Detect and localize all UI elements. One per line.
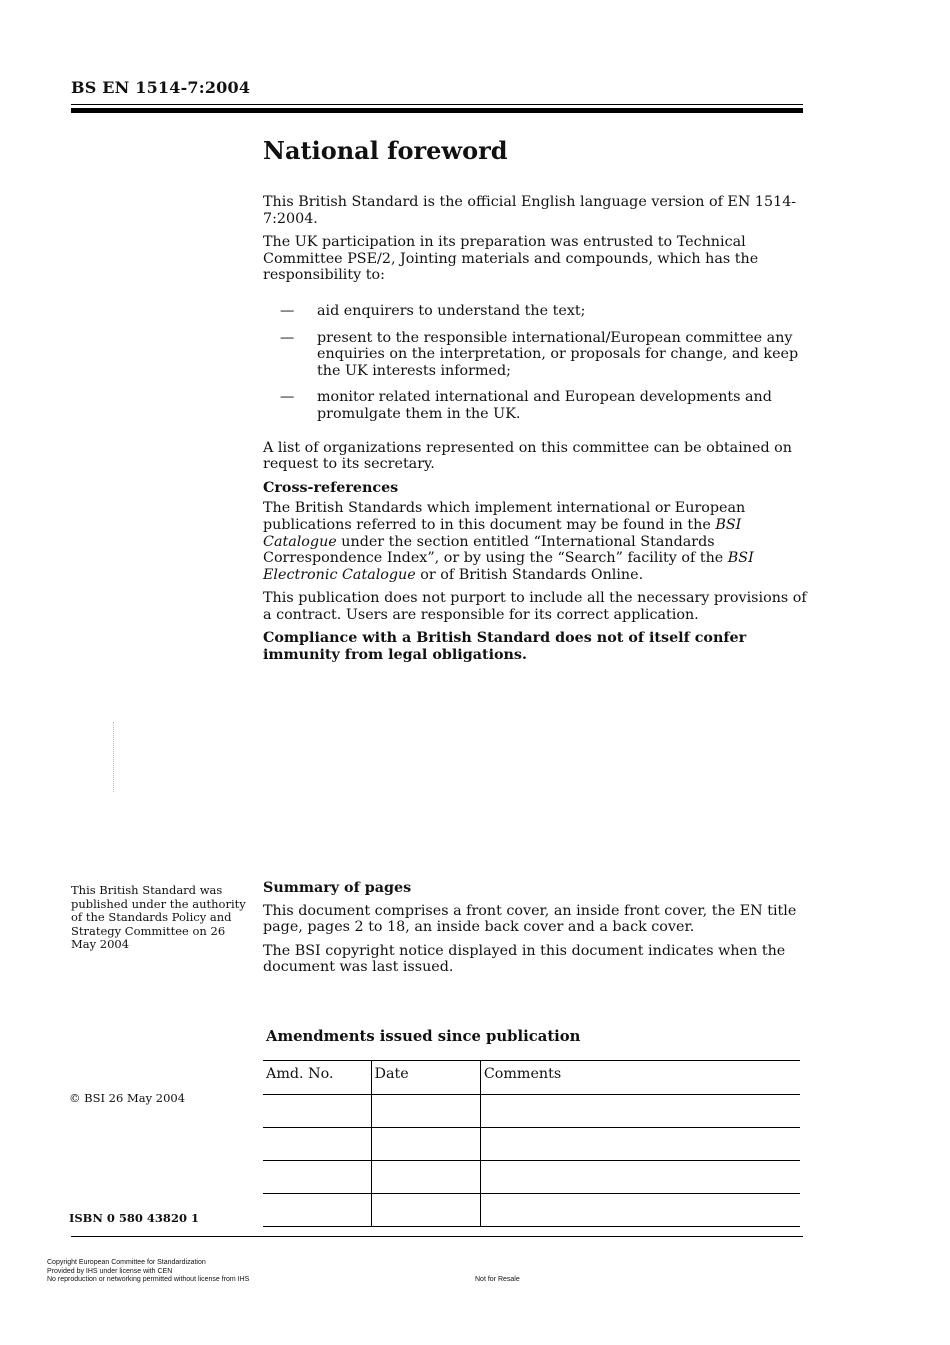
header-rule-thick [71, 108, 803, 113]
crossref-text-3: or of British Standards Online. [415, 566, 644, 583]
dash-marker: — [280, 302, 295, 319]
table-cell [480, 1095, 800, 1128]
list-item [263, 330, 808, 380]
list-item [263, 303, 808, 320]
footer-rule [71, 1236, 803, 1237]
table-cell [263, 1194, 371, 1227]
column-header-comments: Comments [480, 1061, 800, 1095]
table-cell [371, 1128, 480, 1161]
table-header-row [263, 1061, 800, 1095]
compliance-statement: Compliance with a British Standard does not of itself confer immunity from legal obligations. [263, 630, 747, 664]
margin-mark [113, 722, 114, 792]
table-cell [371, 1095, 480, 1128]
license-footer [47, 1259, 249, 1285]
table-cell [371, 1194, 480, 1227]
table-row [263, 1161, 800, 1194]
responsibility-list [263, 303, 808, 423]
column-header-date: Date [371, 1061, 480, 1095]
crossref-text-2: under the section entitled “International Standards Correspondence Index”, or by using the “Search” facility of the [263, 533, 728, 567]
header-rule-thin [71, 104, 803, 105]
page-title: National foreword [263, 136, 508, 165]
bsi-electronic-catalogue-title: BSI Electronic Catalogue [263, 550, 754, 583]
committee-paragraph: The UK participation in its preparation was entrusted to Technical Committee PSE/2, Jointing materials and compounds, which has the responsibility to: [263, 234, 759, 284]
foreword-body [263, 194, 808, 671]
publication-authority-note: This British Standard was published under the authority of the Standards Policy and Strategy Committee on 26 May 2004 [71, 883, 246, 951]
summary-heading: Summary of pages [263, 880, 412, 896]
copyright-date: © BSI 26 May 2004 [69, 1091, 186, 1105]
footer-line: Provided by IHS under license with CEN [47, 1267, 173, 1275]
not-for-resale-label: Not for Resale [475, 1276, 520, 1283]
table-cell [480, 1161, 800, 1194]
provisions-paragraph: This publication does not purport to include all the necessary provisions of a contract. Users are responsible for its correct application. [263, 590, 807, 623]
table-cell [263, 1128, 371, 1161]
dash-marker: — [280, 389, 295, 406]
list-item-text: monitor related international and European developments and promulgate them in the UK. [317, 389, 772, 422]
list-item-text: aid enquirers to understand the text; [317, 302, 586, 319]
table-row [263, 1194, 800, 1227]
amendments-title: Amendments issued since publication [266, 1028, 581, 1045]
table-cell [263, 1161, 371, 1194]
footer-line: No reproduction or networking permitted without license from IHS [47, 1276, 250, 1284]
dash-marker: — [280, 329, 295, 346]
cross-references-heading: Cross-references [263, 479, 399, 496]
list-item-text: present to the responsible international/European committee any enquiries on the interpretation, or proposals for change, and keep the UK interests informed; [317, 329, 799, 379]
table-cell [480, 1128, 800, 1161]
crossref-text-1: The British Standards which implement international or European publications referred to in this document may be found in the [263, 500, 746, 533]
standard-code: BS EN 1514-7:2004 [71, 78, 251, 97]
cross-references-paragraph [263, 500, 808, 583]
list-item [263, 389, 808, 422]
table-cell [371, 1161, 480, 1194]
column-header-amd-no: Amd. No. [263, 1061, 371, 1095]
bsi-catalogue-title: BSI Catalogue [263, 516, 742, 550]
table-row [263, 1128, 800, 1161]
organizations-paragraph: A list of organizations represented on this committee can be obtained on request to its secretary. [263, 439, 792, 473]
isbn-number: ISBN 0 580 43820 1 [69, 1211, 199, 1225]
footer-line: Copyright European Committee for Standardization [47, 1259, 206, 1266]
table-row [263, 1095, 800, 1128]
copyright-notice-paragraph: The BSI copyright notice displayed in this document indicates when the document was last issued. [263, 942, 786, 976]
summary-section [263, 880, 808, 983]
table-cell [263, 1095, 371, 1128]
amendments-table [263, 1060, 800, 1227]
summary-paragraph: This document comprises a front cover, an inside front cover, the EN title page, pages 2 to 18, an inside back cover and a back cover. [263, 902, 797, 936]
intro-paragraph: This British Standard is the official English language version of EN 1514-7:2004. [263, 194, 797, 227]
table-cell [480, 1194, 800, 1227]
